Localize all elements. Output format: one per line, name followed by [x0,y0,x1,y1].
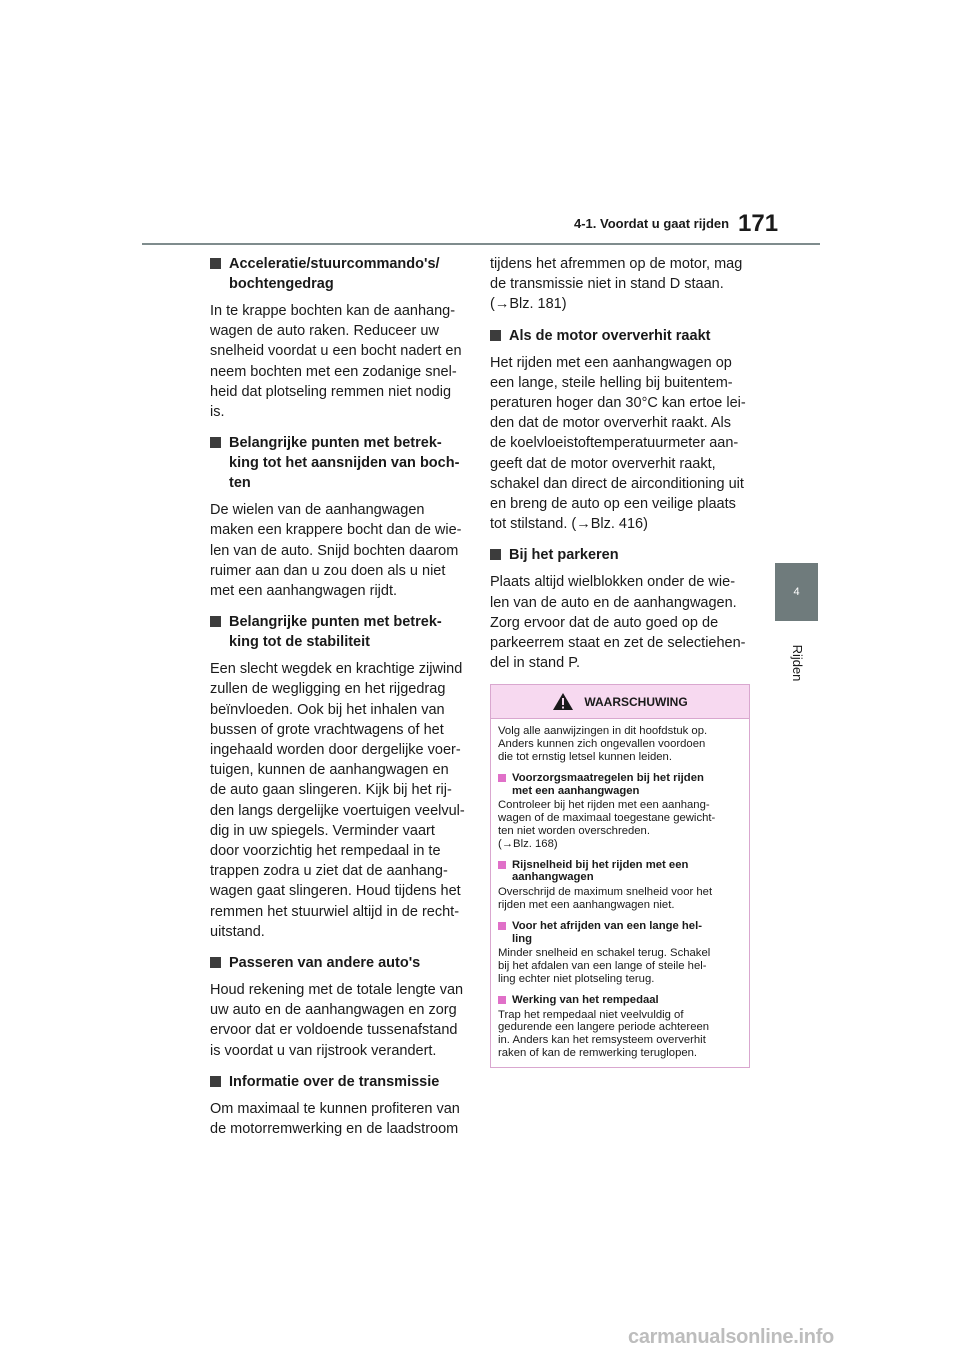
warning-box [490,684,750,1067]
paragraph-overheating [490,353,752,535]
text-line: tuigen, kunnen de aanhangwagen en [210,762,449,779]
text-line: bussen of grote vrachtwagens of het [210,721,444,738]
heading-line: Acceleratie/stuurcommando's/ [229,256,440,272]
text-line: zullen de wegligging en het rijgedrag [210,681,446,698]
text-line: den langs dergelijke voertuigen veelvul- [210,802,465,819]
text-line: trappen zodra u ziet dat de aanhang- [210,863,448,880]
warning-body [491,719,749,1066]
text-line: snelheid voordat u een bocht nadert en [210,343,462,360]
text-line: parkeerrem staat en zet de selectiehen- [490,635,746,652]
text-line: en breng de auto op een veilige plaats [490,496,736,513]
heading-line: ling [512,932,533,945]
warning-text-brake-pedal [498,1009,742,1060]
text-line: Plaats altijd wielblokken onder de wie- [490,574,736,591]
text-line: met een aanhangwagen rijdt. [210,583,398,600]
chapter-number: 4 [793,586,800,598]
square-bullet-icon [498,922,506,930]
square-bullet-icon [490,330,501,341]
paragraph-acceleration [210,301,472,422]
page-reference-link[interactable]: tot stilstand. (→Blz. 416) [490,516,648,533]
heading-line: Rijsnelheid bij het rijden met een [512,858,689,871]
text-line: de motorremwerking en de laadstroom [210,1121,459,1138]
warning-title: WAARSCHUWING [584,694,688,709]
text-line: Zorg ervoor dat de auto goed op de [490,614,719,631]
text-line: Volg alle aanwijzingen in dit hoofdstuk op. [498,725,708,738]
text-line: gedurende een langere periode achtereen [498,1021,710,1034]
warning-text-speed [498,886,742,912]
warning-heading-speed [498,859,742,885]
text-line: in. Anders kan het remsysteem oververhit [498,1034,706,1047]
text-line: ling echter niet plotseling terug. [498,973,655,985]
text-line: bij het afdalen van een lange of steile hel- [498,960,707,973]
left-column [210,254,472,1150]
text-line: den dat de motor oververhit raakt. Als [490,415,731,432]
heading-parking [490,545,752,565]
heading-line: Werking van het rempedaal [512,993,659,1006]
warning-heading-brake-pedal [498,994,742,1007]
text-line: Minder snelheid en schakel terug. Schakel [498,947,711,960]
page-number: 171 [738,210,779,237]
text-line: tijdens het afremmen op de motor, mag [490,256,743,272]
heading-passing [210,953,472,973]
text-line: peraturen hoger dan 30°C kan ertoe lei- [490,395,746,412]
text-line: heid dat plotseling remmen niet nodig [210,383,452,400]
text-line: Controleer bij het rijden met een aanhang- [498,799,710,812]
text-line: Trap het rempedaal niet veelvuldig of [498,1008,684,1021]
heading-line: Voorzorgsmaatregelen bij het rijden [512,771,704,784]
text-line: remmen het stuurwiel altijd in de recht- [210,903,460,920]
paragraph-transmission [210,1099,472,1139]
watermark: carmanualsonline.info [628,1326,834,1348]
page-reference-link[interactable]: (→Blz. 168) [498,837,558,850]
square-bullet-icon [210,616,221,627]
text-line: De wielen van de aanhangwagen [210,502,425,519]
text-line: rijden met een aanhangwagen niet. [498,899,675,912]
chapter-tab [775,563,818,621]
section-title: 4-1. Voordat u gaat rijden [574,216,730,231]
text-line: neem bochten met een zodanige snel- [210,363,457,380]
text-line: ruimer aan dan u zou doen als u niet [210,562,446,579]
heading-line: Als de motor oververhit raakt [509,327,711,344]
page-reference-link[interactable]: (→Blz. 181) [490,296,567,313]
heading-line: Informatie over de transmissie [229,1073,440,1090]
heading-line: king tot de stabiliteit [229,634,370,651]
text-line: schakel dan direct de airconditioning uit [490,475,744,492]
text-line: Om maximaal te kunnen profiteren van [210,1100,460,1117]
text-line: raken of kan de remwerking teruglopen. [498,1046,698,1059]
text-line: is. [210,404,225,421]
text-line: ten niet worden overschreden. [498,825,650,838]
paragraph-passing [210,980,472,1061]
square-bullet-icon [210,957,221,968]
heading-line: Passeren van andere auto's [229,955,421,972]
paragraph-cornering [210,500,472,601]
paragraph-transmission-continued [490,254,752,315]
text-line: geeft dat de motor oververhit raakt, [490,455,716,472]
text-line: wagen de auto raken. Reduceer uw [210,323,439,340]
text-line: wagen gaat slingeren. Houd tijdens het [210,883,461,900]
text-line: uitstand. [210,923,265,940]
paragraph-parking [490,572,752,673]
warning-triangle-icon [552,692,574,711]
text-line: beïnvloeden. Ook bij het inhalen van [210,701,445,718]
paragraph-stability [210,659,472,942]
text-line: ervoor dat er voldoende tussenafstand [210,1022,458,1039]
text-line: len van de auto. Snijd bochten daarom [210,542,459,559]
text-line: die tot ernstig letsel kunnen leiden. [498,751,672,764]
warning-intro [498,725,742,763]
heading-line: bochtengedrag [229,276,334,292]
heading-line: Voor het afrijden van een lange hel- [512,919,702,932]
heading-line: king tot het aansnijden van boch- [229,455,460,472]
text-line: de auto gaan slingeren. Kijk bij het rij- [210,782,452,799]
text-line: Een slecht wegdek en krachtige zijwind [210,661,463,678]
heading-acceleration [210,254,472,294]
square-bullet-icon [498,774,506,782]
warning-heading-precautions [498,772,742,798]
square-bullet-icon [498,861,506,869]
chapter-label: Rijden [790,644,805,682]
square-bullet-icon [210,258,221,269]
warning-heading-descent [498,920,742,946]
warning-text-precautions [498,799,742,850]
text-line: Houd rekening met de totale lengte van [210,982,464,999]
heading-line: ten [229,475,251,492]
text-line: uw auto en de aanhangwagen en zorg [210,1002,457,1019]
heading-line: Bij het parkeren [509,547,619,564]
text-line: Overschrijd de maximum snelheid voor het [498,886,713,899]
text-line: wagen of de maximaal toegestane gewicht- [498,812,716,825]
heading-line: Belangrijke punten met betrek- [229,435,442,452]
text-line: maken een krappere bocht dan de wie- [210,522,462,539]
text-line: dig in uw spiegels. Verminder vaart [210,822,435,839]
header-divider [142,243,820,245]
right-column [490,254,752,1068]
text-line: ingehaald worden door dergelijke voer- [210,742,461,759]
text-line: len van de auto en de aanhangwagen. [490,594,737,611]
heading-line: met een aanhangwagen [512,784,640,797]
warning-header [491,685,749,719]
text-line: In te krappe bochten kan de aanhang- [210,303,456,319]
heading-overheating [490,326,752,346]
heading-stability [210,612,472,652]
heading-line: aanhangwagen [512,871,594,884]
square-bullet-icon [490,549,501,560]
text-line: Het rijden met een aanhangwagen op [490,354,732,371]
text-line: door voorzichtig het rempedaal in te [210,843,441,860]
text-line: del in stand P. [490,655,581,672]
square-bullet-icon [210,437,221,448]
text-line: de transmissie niet in stand D staan. [490,276,724,293]
warning-text-descent [498,947,742,985]
text-line: de koelvloeistoftemperatuurmeter aan- [490,435,739,452]
square-bullet-icon [498,996,506,1004]
square-bullet-icon [210,1076,221,1087]
heading-transmission [210,1072,472,1092]
text-line: een lange, steile helling bij buitentem- [490,374,733,391]
heading-line: Belangrijke punten met betrek- [229,614,442,631]
text-line: is voordat u van rijstrook verandert. [210,1042,437,1059]
text-line: Anders kunnen zich ongevallen voordoen [498,738,706,751]
heading-cornering [210,433,472,493]
